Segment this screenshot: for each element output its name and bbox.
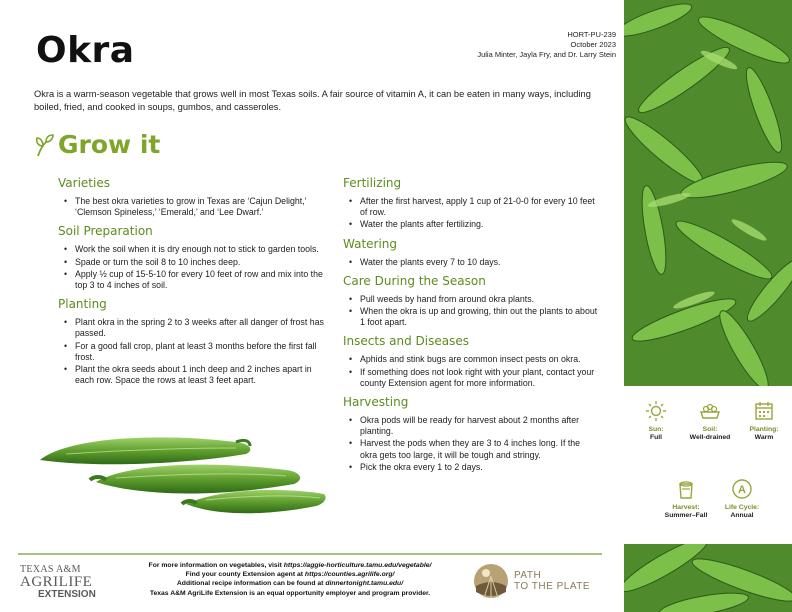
life-cycle-label: Life Cycle: <box>724 504 760 511</box>
section-heading: Planting <box>58 297 107 312</box>
recipe-link[interactable]: dinnertonight.tamu.edu/ <box>325 580 404 588</box>
footer-line-4: Texas A&M AgriLife Extension is an equal opportunity employer and program provider. <box>149 589 431 597</box>
ptp-line1: PATH <box>514 570 542 581</box>
bullet-item: • Aphids and stink bugs are common insect pests on okra. <box>349 354 599 365</box>
path-to-plate-icon <box>472 562 510 600</box>
sun-icon <box>645 400 667 422</box>
sun-value: Full <box>649 434 663 441</box>
section-care-during-season <box>343 274 599 329</box>
bullet-item: • When the okra is up and growing, thin out the plants to about 1 foot apart. <box>349 306 599 328</box>
page-title: Okra <box>36 30 135 71</box>
bullet-item: • Pull weeds by hand from around okra plants. <box>349 294 599 305</box>
fact-sun <box>628 400 684 442</box>
section-fertilizing <box>343 176 599 231</box>
footer-line-3-text: Additional recipe information can be found at <box>176 580 326 588</box>
section-varieties <box>58 176 330 218</box>
publication-date: October 2023 <box>570 40 616 49</box>
section-watering <box>343 237 599 268</box>
life-cycle-value: Annual <box>730 512 754 519</box>
section-insects-diseases <box>343 334 599 389</box>
document-info <box>477 30 616 60</box>
plant-facts-panel <box>624 386 792 544</box>
agrilife-logo-line2: AGRILIFE <box>20 574 93 590</box>
svg-text:A: A <box>738 484 746 496</box>
fact-life-cycle <box>714 478 770 520</box>
section-heading: Insects and Diseases <box>343 334 469 349</box>
planting-label: Planting: <box>749 426 779 433</box>
agrilife-logo-line1: TEXAS A&M <box>20 564 81 575</box>
calendar-icon <box>753 400 775 422</box>
bullet-item: • If something does not look right with your plant, contact your county Extension agent for more information. <box>349 367 599 389</box>
footer-line-3 <box>120 579 460 588</box>
ptp-line2: TO THE PLATE <box>514 581 591 592</box>
bullet-item: • Apply ½ cup of 15-5-10 for every 10 feet of row and mix into the top 3 to 4 inches of soil. <box>64 269 330 291</box>
path-to-the-plate-logo <box>472 562 590 600</box>
bullet-item: • The best okra varieties to grow in Texas are ‘Cajun Delight,’ ‘Clemson Spineless,’ ‘Emerald,’ and ‘Lee Dwarf.’ <box>64 196 330 218</box>
bullet-item: • Water the plants after fertilizing. <box>349 219 599 230</box>
bullet-item: • Plant okra in the spring 2 to 3 weeks after all danger of frost has passed. <box>64 317 330 339</box>
bullet-item: • Water the plants every 7 to 10 days. <box>349 257 599 268</box>
section-heading: Soil Preparation <box>58 224 153 239</box>
sprout-icon <box>34 132 54 158</box>
fact-harvest <box>658 478 714 520</box>
right-column <box>343 176 599 479</box>
county-agent-link[interactable]: https://counties.agrilife.org/ <box>304 571 395 579</box>
footer-line-1-text: For more information on vegetables, visit <box>148 562 284 569</box>
bullet-item: • Plant the okra seeds about 1 inch deep and 2 inches apart in each row. Space the rows at least 3 feet apart. <box>64 364 330 386</box>
grow-it-heading <box>34 130 160 159</box>
sun-label: Sun: <box>648 426 664 433</box>
section-heading: Varieties <box>58 176 110 190</box>
section-heading: Watering <box>343 236 398 251</box>
agrilife-logo-line3: EXTENSION <box>38 589 96 600</box>
section-heading: Harvesting <box>343 395 409 410</box>
grow-it-title: Grow it <box>58 130 161 159</box>
section-soil-preparation <box>58 224 330 291</box>
annual-icon <box>731 478 753 500</box>
harvest-label: Harvest: <box>672 504 700 511</box>
bullet-item: • Harvest the pods when they are 3 to 4 inches long. If the okra gets too large, it will be tough and stringy. <box>349 438 599 460</box>
soil-value: Well-drained <box>689 434 731 441</box>
vegetable-info-link[interactable]: https://aggie-horticulture.tamu.edu/vegetable/ <box>283 562 432 569</box>
bullet-item: • After the first harvest, apply 1 cup of 21-0-0 for every 10 feet of row. <box>349 196 599 218</box>
agrilife-extension-logo <box>20 564 116 600</box>
section-harvesting <box>343 395 599 473</box>
bullet-item: • Spade or turn the soil 8 to 10 inches deep. <box>64 257 330 268</box>
intro-paragraph: Okra is a warm-season vegetable that grows well in most Texas soils. A fair source of vitamin A, it can be eaten in many ways, including boiled, fried, and cooked in soups, gumbos, and casseroles. <box>34 89 591 112</box>
bullet-item: • Okra pods will be ready for harvest about 2 months after planting. <box>349 415 599 437</box>
harvest-value: Summer–Fall <box>664 512 708 519</box>
section-heading: Fertilizing <box>343 176 402 190</box>
bullet-item: • Pick the okra every 1 to 2 days. <box>349 462 599 473</box>
soil-label: Soil: <box>702 426 718 433</box>
footer-line-1 <box>120 561 460 570</box>
footer-divider <box>18 553 602 555</box>
basket-icon <box>675 478 697 500</box>
footer-line-2-text: Find your county Extension agent at <box>185 571 305 579</box>
left-column <box>58 176 330 392</box>
soil-icon <box>699 400 721 422</box>
bullet-item: • Work the soil when it is dry enough not to stick to garden tools. <box>64 244 330 255</box>
bullet-item: • For a good fall crop, plant at least 3 months before the first fall frost. <box>64 341 330 363</box>
okra-pods-illustration <box>36 420 328 526</box>
section-heading: Care During the Season <box>343 273 486 288</box>
footer-info <box>120 561 460 598</box>
fact-soil <box>682 400 738 442</box>
planting-value: Warm <box>754 434 774 441</box>
fact-planting <box>736 400 792 442</box>
section-planting <box>58 297 330 386</box>
footer-line-2 <box>120 570 460 579</box>
authors: Julia Minter, Jayla Fry, and Dr. Larry Stein <box>477 50 616 59</box>
publication-code: HORT-PU-239 <box>567 30 616 39</box>
